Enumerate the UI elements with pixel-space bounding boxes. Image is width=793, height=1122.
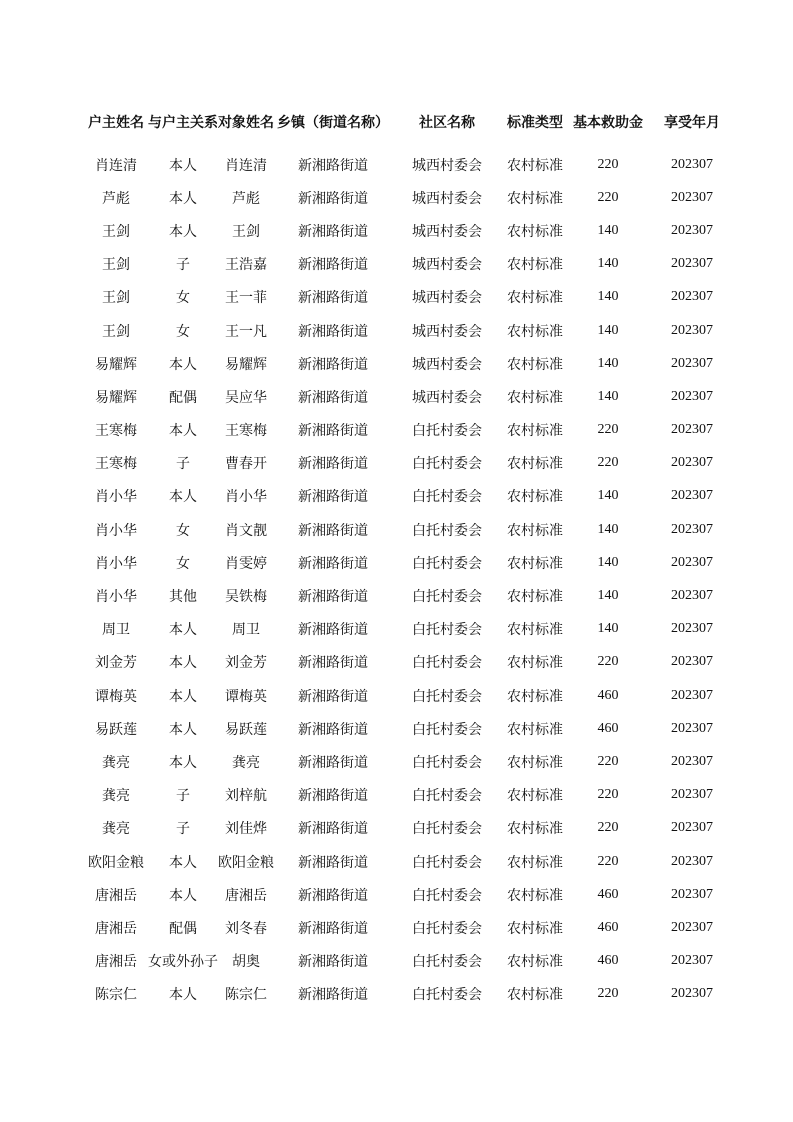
cell-recipient-name: 唐湘岳 <box>225 887 267 904</box>
cell-recipient-name: 肖雯婷 <box>225 555 267 572</box>
cell-basic-relief: 140 <box>597 322 619 338</box>
cell-relation: 本人 <box>169 423 197 440</box>
cell-standard-type: 农村标准 <box>507 555 563 572</box>
cell-township: 新湘路街道 <box>298 788 368 805</box>
cell-township: 新湘路街道 <box>298 190 368 207</box>
cell-relation: 本人 <box>169 489 197 506</box>
table-row <box>84 513 736 546</box>
cell-household-head: 龚亮 <box>102 788 130 805</box>
cell-relation: 本人 <box>169 854 197 871</box>
table-row <box>84 181 736 214</box>
cell-basic-relief: 140 <box>597 289 619 305</box>
table-row <box>84 646 736 679</box>
cell-relation: 本人 <box>169 721 197 738</box>
cell-community: 白托村委会 <box>412 522 482 539</box>
cell-community: 白托村委会 <box>412 987 482 1004</box>
table-row <box>84 712 736 745</box>
table-header <box>84 98 736 148</box>
cell-period: 202307 <box>671 919 713 935</box>
cell-basic-relief: 140 <box>597 388 619 404</box>
table-row <box>84 845 736 878</box>
cell-basic-relief: 460 <box>597 687 619 703</box>
cell-relation: 本人 <box>169 754 197 771</box>
cell-community: 城西村委会 <box>412 157 482 174</box>
table-row <box>84 779 736 812</box>
cell-period: 202307 <box>671 355 713 371</box>
table-row <box>84 281 736 314</box>
cell-standard-type: 农村标准 <box>507 655 563 672</box>
cell-relation: 本人 <box>169 190 197 207</box>
cell-township: 新湘路街道 <box>298 323 368 340</box>
cell-township: 新湘路街道 <box>298 688 368 705</box>
cell-community: 城西村委会 <box>412 257 482 274</box>
cell-basic-relief: 220 <box>597 455 619 471</box>
cell-standard-type: 农村标准 <box>507 389 563 406</box>
cell-recipient-name: 胡奥 <box>232 954 260 971</box>
cell-community: 白托村委会 <box>412 555 482 572</box>
cell-recipient-name: 曹春开 <box>225 456 267 473</box>
cell-recipient-name: 欧阳金粮 <box>218 854 274 871</box>
cell-household-head: 唐湘岳 <box>95 954 137 971</box>
cell-relation: 子 <box>176 257 190 274</box>
table-row <box>84 978 736 1011</box>
header-community: 社区名称 <box>419 114 475 131</box>
cell-recipient-name: 肖文靓 <box>225 522 267 539</box>
cell-relation: 女 <box>176 522 190 539</box>
cell-community: 白托村委会 <box>412 456 482 473</box>
cell-basic-relief: 140 <box>597 521 619 537</box>
header-household-head: 户主姓名 <box>88 114 144 131</box>
header-township: 乡镇（街道名称） <box>277 114 389 131</box>
cell-recipient-name: 易跃莲 <box>225 721 267 738</box>
cell-township: 新湘路街道 <box>298 489 368 506</box>
cell-household-head: 唐湘岳 <box>95 887 137 904</box>
cell-relation: 本人 <box>169 223 197 240</box>
cell-basic-relief: 220 <box>597 820 619 836</box>
table-row <box>84 679 736 712</box>
table-row <box>84 380 736 413</box>
header-basic-relief: 基本救助金 <box>573 114 643 131</box>
cell-period: 202307 <box>671 156 713 172</box>
cell-community: 白托村委会 <box>412 622 482 639</box>
cell-standard-type: 农村标准 <box>507 854 563 871</box>
cell-period: 202307 <box>671 256 713 272</box>
table-row <box>84 613 736 646</box>
cell-recipient-name: 周卫 <box>232 622 260 639</box>
cell-relation: 其他 <box>169 589 197 606</box>
cell-township: 新湘路街道 <box>298 655 368 672</box>
cell-period: 202307 <box>671 753 713 769</box>
cell-township: 新湘路街道 <box>298 854 368 871</box>
cell-household-head: 王寒梅 <box>95 423 137 440</box>
cell-period: 202307 <box>671 422 713 438</box>
cell-community: 白托村委会 <box>412 821 482 838</box>
cell-township: 新湘路街道 <box>298 954 368 971</box>
table-row <box>84 911 736 944</box>
cell-period: 202307 <box>671 588 713 604</box>
cell-standard-type: 农村标准 <box>507 157 563 174</box>
cell-standard-type: 农村标准 <box>507 821 563 838</box>
cell-period: 202307 <box>671 388 713 404</box>
cell-household-head: 肖小华 <box>95 555 137 572</box>
cell-basic-relief: 140 <box>597 621 619 637</box>
cell-basic-relief: 220 <box>597 189 619 205</box>
cell-household-head: 王剑 <box>102 223 130 240</box>
table-row <box>84 447 736 480</box>
cell-standard-type: 农村标准 <box>507 456 563 473</box>
cell-relation: 女 <box>176 555 190 572</box>
cell-household-head: 陈宗仁 <box>95 987 137 1004</box>
cell-household-head: 肖小华 <box>95 522 137 539</box>
cell-recipient-name: 刘冬春 <box>225 920 267 937</box>
cell-standard-type: 农村标准 <box>507 489 563 506</box>
cell-standard-type: 农村标准 <box>507 356 563 373</box>
cell-township: 新湘路街道 <box>298 887 368 904</box>
cell-basic-relief: 140 <box>597 256 619 272</box>
header-relation: 与户主关系 <box>148 114 218 131</box>
cell-community: 白托村委会 <box>412 655 482 672</box>
cell-community: 白托村委会 <box>412 423 482 440</box>
cell-community: 白托村委会 <box>412 920 482 937</box>
cell-community: 白托村委会 <box>412 854 482 871</box>
cell-community: 白托村委会 <box>412 589 482 606</box>
cell-recipient-name: 刘佳烨 <box>225 821 267 838</box>
cell-standard-type: 农村标准 <box>507 190 563 207</box>
table-row <box>84 414 736 447</box>
table-row <box>84 148 736 181</box>
cell-basic-relief: 140 <box>597 554 619 570</box>
cell-period: 202307 <box>671 953 713 969</box>
cell-recipient-name: 陈宗仁 <box>225 987 267 1004</box>
cell-period: 202307 <box>671 222 713 238</box>
cell-recipient-name: 王一凡 <box>225 323 267 340</box>
cell-standard-type: 农村标准 <box>507 920 563 937</box>
cell-household-head: 肖小华 <box>95 589 137 606</box>
cell-relation: 配偶 <box>169 389 197 406</box>
cell-standard-type: 农村标准 <box>507 323 563 340</box>
cell-recipient-name: 王一菲 <box>225 290 267 307</box>
table-row <box>84 745 736 778</box>
cell-basic-relief: 220 <box>597 654 619 670</box>
cell-basic-relief: 140 <box>597 355 619 371</box>
cell-basic-relief: 220 <box>597 853 619 869</box>
cell-basic-relief: 460 <box>597 919 619 935</box>
table-row <box>84 546 736 579</box>
cell-community: 白托村委会 <box>412 754 482 771</box>
cell-standard-type: 农村标准 <box>507 423 563 440</box>
cell-standard-type: 农村标准 <box>507 887 563 904</box>
cell-household-head: 王剑 <box>102 257 130 274</box>
cell-township: 新湘路街道 <box>298 920 368 937</box>
cell-relation: 子 <box>176 456 190 473</box>
cell-basic-relief: 220 <box>597 986 619 1002</box>
cell-township: 新湘路街道 <box>298 223 368 240</box>
cell-township: 新湘路街道 <box>298 290 368 307</box>
cell-recipient-name: 芦彪 <box>232 190 260 207</box>
header-period: 享受年月 <box>664 114 720 131</box>
cell-township: 新湘路街道 <box>298 555 368 572</box>
cell-relation: 本人 <box>169 887 197 904</box>
cell-standard-type: 农村标准 <box>507 754 563 771</box>
cell-household-head: 肖连清 <box>95 157 137 174</box>
cell-household-head: 龚亮 <box>102 754 130 771</box>
cell-township: 新湘路街道 <box>298 987 368 1004</box>
cell-relation: 配偶 <box>169 920 197 937</box>
cell-standard-type: 农村标准 <box>507 290 563 307</box>
cell-period: 202307 <box>671 720 713 736</box>
header-recipient-name: 对象姓名 <box>218 114 274 131</box>
cell-relation: 女 <box>176 323 190 340</box>
cell-basic-relief: 460 <box>597 953 619 969</box>
cell-standard-type: 农村标准 <box>507 688 563 705</box>
table-row <box>84 347 736 380</box>
cell-relation: 本人 <box>169 688 197 705</box>
cell-household-head: 刘金芳 <box>95 655 137 672</box>
cell-recipient-name: 王寒梅 <box>225 423 267 440</box>
cell-township: 新湘路街道 <box>298 821 368 838</box>
cell-community: 白托村委会 <box>412 887 482 904</box>
cell-household-head: 唐湘岳 <box>95 920 137 937</box>
cell-standard-type: 农村标准 <box>507 987 563 1004</box>
cell-period: 202307 <box>671 820 713 836</box>
cell-township: 新湘路街道 <box>298 754 368 771</box>
cell-household-head: 肖小华 <box>95 489 137 506</box>
header-row <box>84 98 736 148</box>
cell-community: 城西村委会 <box>412 223 482 240</box>
cell-community: 白托村委会 <box>412 688 482 705</box>
cell-household-head: 王剑 <box>102 323 130 340</box>
cell-standard-type: 农村标准 <box>507 788 563 805</box>
cell-recipient-name: 吴铁梅 <box>225 589 267 606</box>
cell-period: 202307 <box>671 189 713 205</box>
cell-period: 202307 <box>671 986 713 1002</box>
cell-household-head: 易耀辉 <box>95 356 137 373</box>
cell-basic-relief: 220 <box>597 787 619 803</box>
cell-community: 白托村委会 <box>412 721 482 738</box>
cell-relation: 本人 <box>169 987 197 1004</box>
cell-township: 新湘路街道 <box>298 356 368 373</box>
cell-standard-type: 农村标准 <box>507 223 563 240</box>
cell-community: 白托村委会 <box>412 788 482 805</box>
cell-relation: 女 <box>176 290 190 307</box>
cell-standard-type: 农村标准 <box>507 721 563 738</box>
cell-standard-type: 农村标准 <box>507 589 563 606</box>
cell-period: 202307 <box>671 654 713 670</box>
cell-recipient-name: 王剑 <box>232 223 260 240</box>
cell-standard-type: 农村标准 <box>507 522 563 539</box>
cell-township: 新湘路街道 <box>298 389 368 406</box>
cell-community: 城西村委会 <box>412 290 482 307</box>
table-row <box>84 214 736 247</box>
cell-recipient-name: 龚亮 <box>232 754 260 771</box>
relief-roster-table <box>84 98 736 1011</box>
cell-period: 202307 <box>671 787 713 803</box>
table-row <box>84 314 736 347</box>
table-row <box>84 878 736 911</box>
cell-household-head: 周卫 <box>102 622 130 639</box>
cell-standard-type: 农村标准 <box>507 257 563 274</box>
cell-relation: 本人 <box>169 157 197 174</box>
cell-household-head: 易耀辉 <box>95 389 137 406</box>
cell-relation: 本人 <box>169 356 197 373</box>
cell-township: 新湘路街道 <box>298 622 368 639</box>
cell-household-head: 欧阳金粮 <box>88 854 144 871</box>
cell-period: 202307 <box>671 289 713 305</box>
table-row <box>84 579 736 612</box>
cell-recipient-name: 肖小华 <box>225 489 267 506</box>
cell-period: 202307 <box>671 521 713 537</box>
cell-period: 202307 <box>671 687 713 703</box>
cell-township: 新湘路街道 <box>298 157 368 174</box>
cell-basic-relief: 140 <box>597 488 619 504</box>
cell-township: 新湘路街道 <box>298 423 368 440</box>
cell-recipient-name: 吴应华 <box>225 389 267 406</box>
cell-community: 城西村委会 <box>412 190 482 207</box>
cell-household-head: 龚亮 <box>102 821 130 838</box>
cell-household-head: 芦彪 <box>102 190 130 207</box>
cell-recipient-name: 易耀辉 <box>225 356 267 373</box>
table-body <box>84 148 736 1011</box>
cell-basic-relief: 460 <box>597 720 619 736</box>
cell-relation: 女或外孙子 <box>148 954 218 971</box>
cell-township: 新湘路街道 <box>298 456 368 473</box>
cell-period: 202307 <box>671 488 713 504</box>
cell-basic-relief: 140 <box>597 588 619 604</box>
cell-township: 新湘路街道 <box>298 522 368 539</box>
cell-community: 城西村委会 <box>412 389 482 406</box>
table-row <box>84 248 736 281</box>
cell-household-head: 易跃莲 <box>95 721 137 738</box>
cell-period: 202307 <box>671 621 713 637</box>
table-row <box>84 480 736 513</box>
cell-basic-relief: 220 <box>597 422 619 438</box>
cell-period: 202307 <box>671 554 713 570</box>
cell-basic-relief: 140 <box>597 222 619 238</box>
cell-relation: 子 <box>176 788 190 805</box>
cell-community: 城西村委会 <box>412 356 482 373</box>
cell-household-head: 王剑 <box>102 290 130 307</box>
cell-standard-type: 农村标准 <box>507 954 563 971</box>
cell-household-head: 王寒梅 <box>95 456 137 473</box>
cell-recipient-name: 王浩嘉 <box>225 257 267 274</box>
cell-community: 城西村委会 <box>412 323 482 340</box>
cell-basic-relief: 220 <box>597 753 619 769</box>
cell-recipient-name: 刘梓航 <box>225 788 267 805</box>
cell-community: 白托村委会 <box>412 489 482 506</box>
cell-period: 202307 <box>671 322 713 338</box>
cell-relation: 子 <box>176 821 190 838</box>
cell-basic-relief: 220 <box>597 156 619 172</box>
cell-recipient-name: 肖连清 <box>225 157 267 174</box>
cell-period: 202307 <box>671 886 713 902</box>
cell-township: 新湘路街道 <box>298 721 368 738</box>
cell-standard-type: 农村标准 <box>507 622 563 639</box>
table-row <box>84 945 736 978</box>
cell-recipient-name: 刘金芳 <box>225 655 267 672</box>
table-row <box>84 812 736 845</box>
cell-period: 202307 <box>671 853 713 869</box>
cell-basic-relief: 460 <box>597 886 619 902</box>
header-standard-type: 标准类型 <box>507 114 563 131</box>
cell-township: 新湘路街道 <box>298 257 368 274</box>
cell-household-head: 谭梅英 <box>95 688 137 705</box>
cell-relation: 本人 <box>169 622 197 639</box>
cell-community: 白托村委会 <box>412 954 482 971</box>
cell-township: 新湘路街道 <box>298 589 368 606</box>
cell-relation: 本人 <box>169 655 197 672</box>
cell-period: 202307 <box>671 455 713 471</box>
cell-recipient-name: 谭梅英 <box>225 688 267 705</box>
